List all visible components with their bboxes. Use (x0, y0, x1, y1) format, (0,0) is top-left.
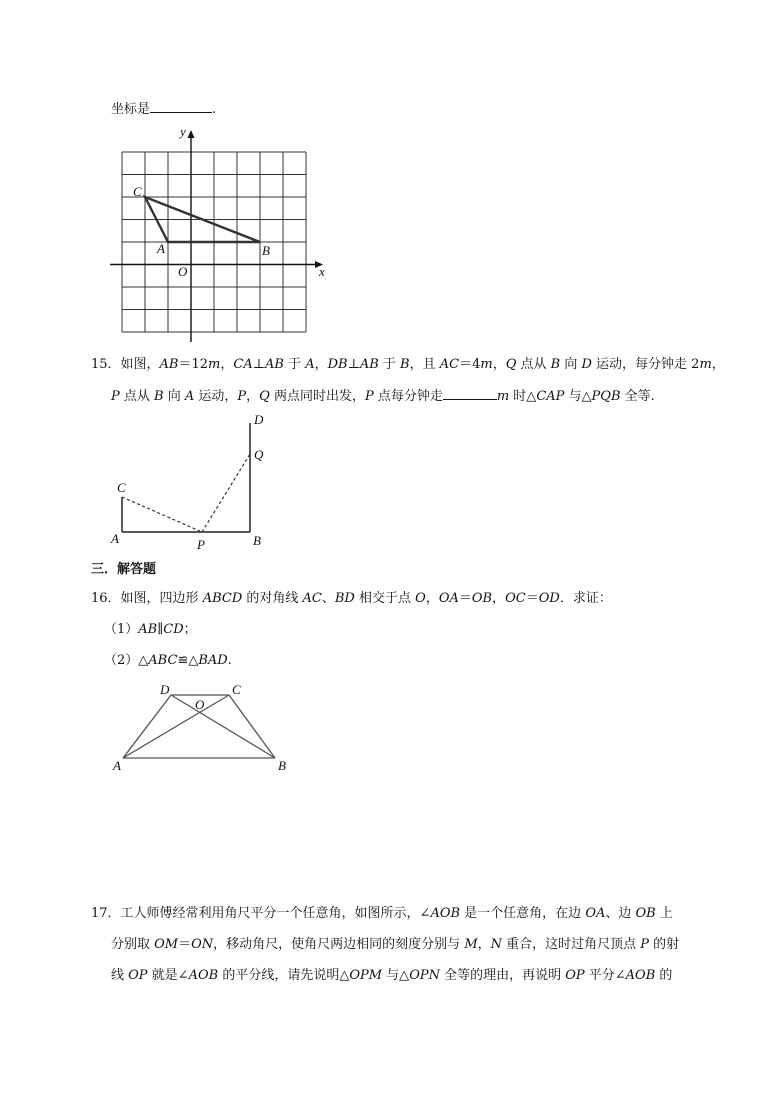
label-b: B (253, 533, 261, 548)
q14-tail-end: . (212, 102, 217, 117)
label-c: C (232, 682, 241, 697)
answer-blank (150, 98, 212, 113)
x-axis-label: x (319, 264, 325, 279)
q14-tail-line (111, 98, 216, 120)
segment-cp (122, 497, 202, 532)
label-q: Q (254, 447, 264, 462)
point-b-label: B (262, 243, 270, 258)
diagonal-bd (171, 695, 275, 758)
diagonal-ac (123, 695, 229, 758)
origin-label: O (178, 264, 188, 279)
answer-blank (443, 385, 497, 400)
label-a: A (111, 531, 119, 546)
q14-tail-text: 坐标是 (111, 102, 151, 117)
y-axis-label: y (180, 124, 186, 139)
y-axis-arrow (188, 130, 195, 138)
label-c: C (117, 480, 126, 495)
q17-line2: 分别取 OM＝ON，移动角尺，使角尺两边相同的刻度分别与 M，N 重合，这时过角尺顶点 P 的射 (111, 937, 680, 952)
segment-bc (229, 695, 275, 758)
q17-line1: 17．工人师傅经常利用角尺平分一个任意角，如图所示，∠AOB 是一个任意角，在边 OA、边 OB 上 (91, 906, 673, 921)
q16-part1: （1）AB∥CD； (104, 622, 197, 637)
point-a-label: A (157, 241, 165, 256)
q15-line1: 15．如图，AB＝12m，CA⊥AB 于 A，DB⊥AB 于 B，且 AC＝4m，Q 点从 B 向 D 运动，每分钟走 2m， (91, 357, 725, 372)
q15-line2: P 点从 B 向 A 运动，P，Q 两点同时出发，P 点每分钟走 m 时△CAP 与△PQB 全等. (111, 385, 655, 407)
label-d: D (160, 682, 170, 697)
q16-line1: 16．如图，四边形 ABCD 的对角线 AC、BD 相交于点 O，OA＝OB，OC＝OD．求证： (91, 591, 612, 606)
label-b: B (278, 758, 286, 773)
segment-ad (123, 695, 171, 758)
segment-pq (202, 454, 250, 532)
q15-figure (108, 408, 278, 553)
label-o: O (195, 697, 205, 712)
q16-part2: （2）△ABC≌△BAD. (104, 653, 232, 668)
label-a: A (113, 758, 121, 773)
point-c-label: C (133, 184, 142, 199)
section-heading: 三．解答题 (91, 562, 157, 577)
label-d: D (254, 412, 264, 427)
q16-figure (108, 678, 298, 776)
q17-line3: 线 OP 就是∠AOB 的平分线，请先说明△OPM 与△OPN 全等的理由，再说明 OP 平分∠AOB 的 (111, 968, 673, 983)
label-p: P (197, 537, 205, 552)
q14-coordinate-grid (105, 122, 335, 344)
